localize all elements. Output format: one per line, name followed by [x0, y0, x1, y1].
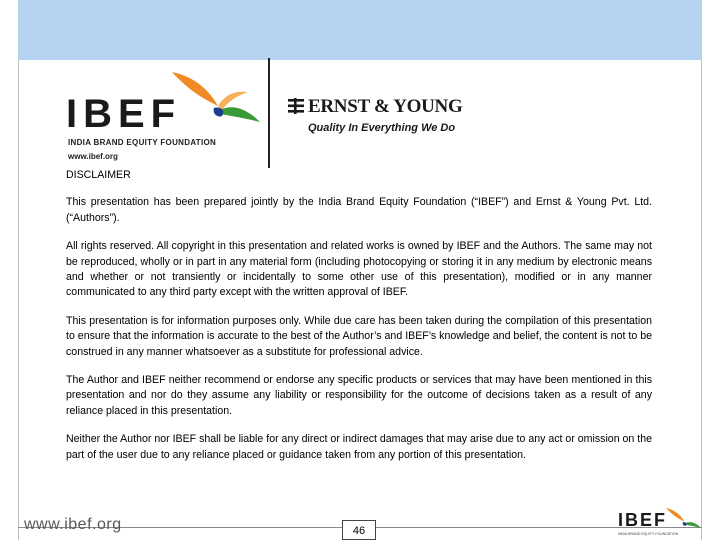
ernst-young-logo — [288, 94, 488, 144]
ibef-bird-icon — [662, 506, 702, 534]
disclaimer-paragraph: All rights reserved. All copyright in this presentation and related works is owned by IBEF and the Authors. The same may not be reproduced, wholly or in part in any material form (including photocopying or storing it in any medium by electronic means and whether or not transiently or incidentally to some other use of this presentation), modified or in any manner communicated to any third party except with the written approval of IBEF. — [66, 240, 652, 299]
ey-logo-tagline: Quality In Everything We Do — [308, 122, 456, 134]
ibef-logo — [62, 64, 262, 164]
ibef-logo-url: www.ibef.org — [68, 152, 118, 161]
disclaimer-paragraph: Neither the Author nor IBEF shall be liable for any direct or indirect damages that may arise due to any act or omission on the part of the user due to any reliance placed or guidance taken from any portion of this presentation. — [66, 433, 652, 461]
ey-logo-name: ERNST & YOUNG — [308, 96, 463, 117]
disclaimer-paragraph: This presentation is for information purposes only. While due care has been taken during the compilation of this presentation to ensure that the information is accurate to the best of the Author’s and IBEF’s knowledge and belief, the content is not to be construed in any manner whatsoever as a substitute for professional advice. — [66, 314, 652, 358]
footer-url[interactable]: www.ibef.org — [24, 516, 122, 533]
footer-logo-text: IBEF — [618, 510, 668, 530]
footer-logo-subtitle: INDIA BRAND EQUITY FOUNDATION — [618, 532, 679, 536]
header-logos — [60, 58, 660, 170]
ibef-logo-text: IBEF — [66, 92, 182, 136]
disclaimer-body — [66, 168, 652, 476]
disclaimer-title: DISCLAIMER — [66, 169, 131, 181]
logo-divider — [268, 58, 270, 168]
page-number: 46 — [342, 520, 376, 540]
disclaimer-paragraph: This presentation has been prepared jointly by the India Brand Equity Foundation (“IBEF”) and Ernst & Young Pvt. Ltd. (“Authors”). — [66, 196, 652, 224]
footer-ibef-logo — [618, 506, 708, 540]
ibef-logo-subtitle: INDIA BRAND EQUITY FOUNDATION — [68, 138, 217, 147]
ey-mark-icon — [288, 98, 304, 114]
disclaimer-paragraph: The Author and IBEF neither recommend or endorse any specific products or services that may have been mentioned in this presentation and nor do they assume any liability or responsibility for the outcome of decisions taken as a result of any reliance placed in this presentation. — [66, 374, 652, 417]
slide-top-bar — [18, 0, 702, 60]
